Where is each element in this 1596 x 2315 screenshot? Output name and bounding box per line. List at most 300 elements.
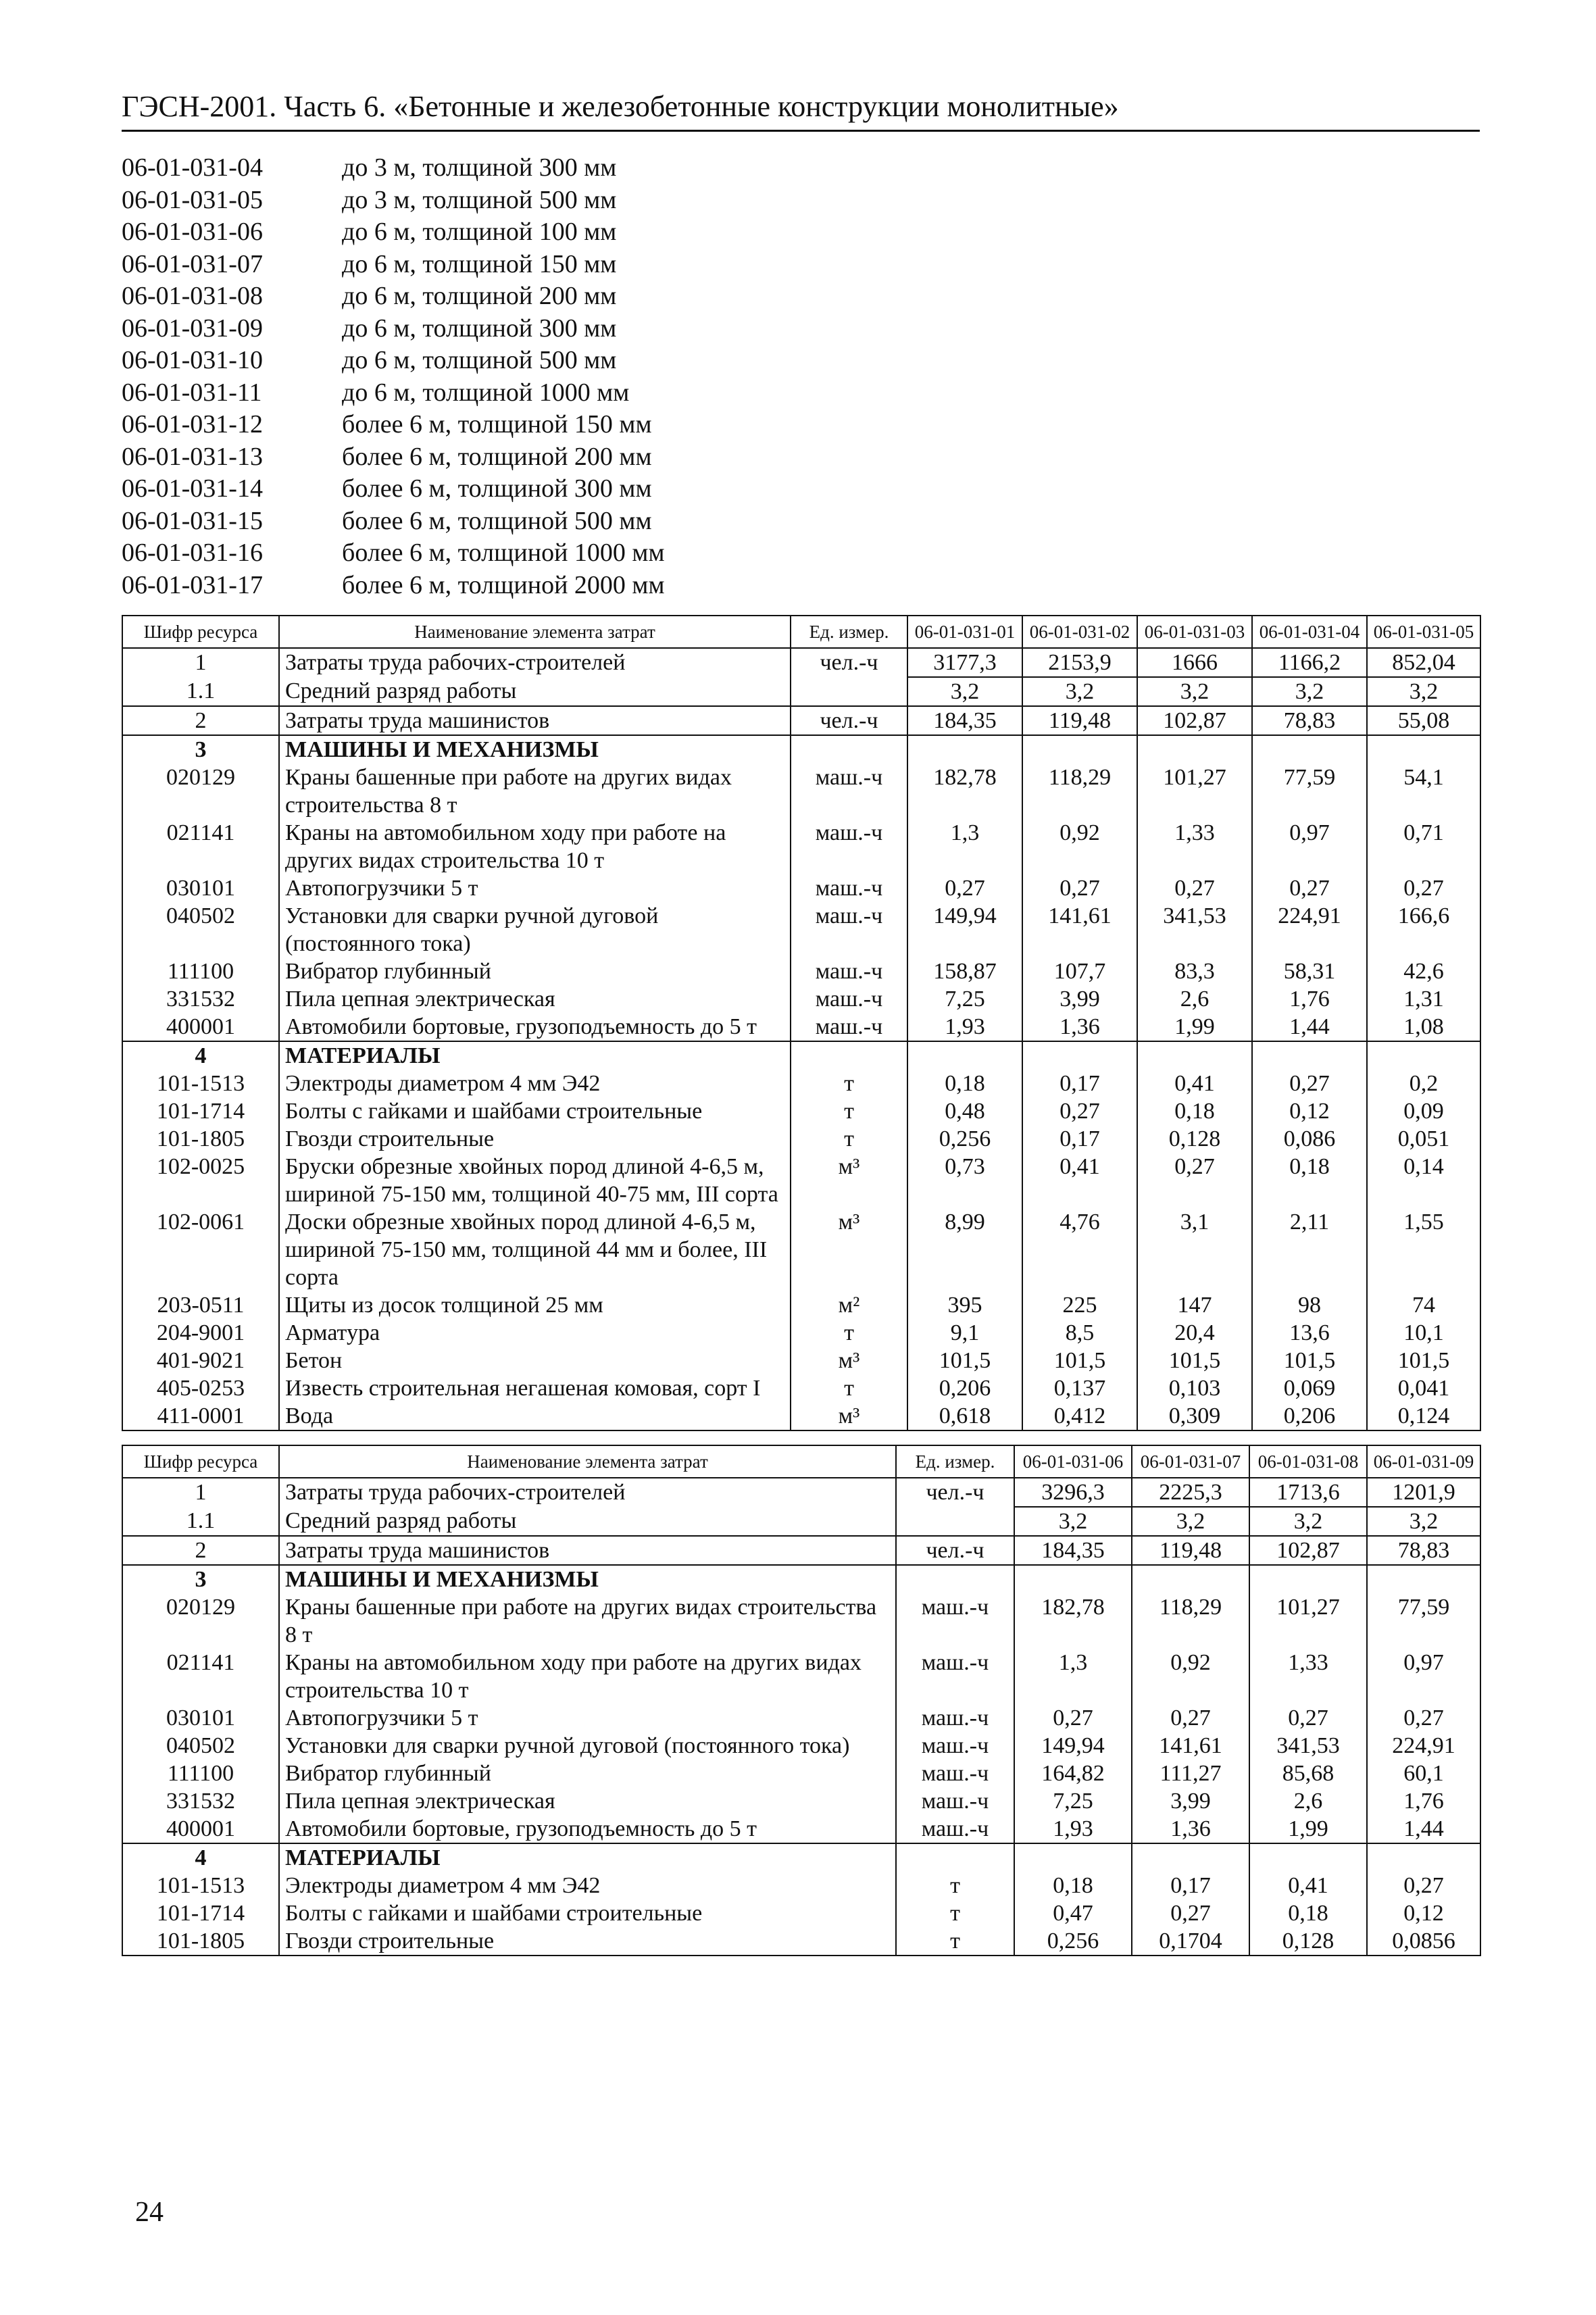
value-cell: 1,44	[1367, 1815, 1480, 1843]
unit: маш.-ч	[896, 1815, 1014, 1843]
code-list-code: 06-01-031-10	[122, 346, 263, 374]
value-cell	[1252, 1041, 1367, 1070]
unit	[791, 735, 907, 764]
code-list-item	[122, 505, 1480, 538]
code-list-code: 06-01-031-11	[122, 378, 262, 407]
column-header: Шифр ресурса	[122, 616, 279, 648]
value-cell: 0,12	[1252, 1097, 1367, 1125]
value-cell: 3,2	[1022, 677, 1137, 706]
resource-code: 3	[122, 735, 279, 764]
code-list-item	[122, 152, 1480, 184]
code-list-item	[122, 570, 1480, 602]
table-header-row	[122, 1445, 1480, 1478]
value-cell: 1,76	[1367, 1787, 1480, 1815]
value-cell: 1,3	[907, 819, 1022, 874]
table-row	[122, 1402, 1480, 1430]
cost-element-name: Затраты труда машинистов	[279, 1536, 896, 1565]
value-cell: 0,27	[1367, 1704, 1480, 1732]
unit: м³	[791, 1208, 907, 1291]
value-cell: 184,35	[907, 706, 1022, 735]
table-row	[122, 1787, 1480, 1815]
cost-element-name: Вибратор глубинный	[279, 957, 791, 985]
value-cell: 1,93	[907, 1013, 1022, 1041]
value-cell: 60,1	[1367, 1760, 1480, 1787]
code-list-description: более 6 м, толщиной 150 мм	[342, 410, 652, 439]
value-cell: 0,73	[907, 1153, 1022, 1208]
code-list-description: до 6 м, толщиной 100 мм	[342, 218, 617, 246]
code-list-item	[122, 313, 1480, 345]
value-cell: 3296,3	[1014, 1478, 1132, 1507]
value-cell: 3,2	[1367, 677, 1480, 706]
resource-code: 2	[122, 1536, 279, 1565]
code-list-item	[122, 409, 1480, 441]
value-cell: 102,87	[1249, 1536, 1367, 1565]
cost-element-name: Средний разряд работы	[279, 1507, 896, 1536]
value-cell: 0,18	[1252, 1153, 1367, 1208]
value-cell: 0,41	[1022, 1153, 1137, 1208]
value-cell: 0,051	[1367, 1125, 1480, 1153]
value-cell: 78,83	[1252, 706, 1367, 735]
value-cell: 77,59	[1252, 764, 1367, 819]
unit	[791, 1041, 907, 1070]
column-header: 06-01-031-07	[1132, 1445, 1249, 1478]
code-list-code: 06-01-031-15	[122, 506, 263, 535]
value-cell: 2,6	[1137, 985, 1252, 1013]
cost-element-name: Доски обрезные хвойных пород длиной 4-6,5 м, шириной 75-150 мм, толщиной 44 мм и более, III сорта	[279, 1208, 791, 1291]
value-cell: 0,086	[1252, 1125, 1367, 1153]
value-cell: 0,0856	[1367, 1927, 1480, 1956]
value-cell: 9,1	[907, 1319, 1022, 1347]
table-row	[122, 706, 1480, 735]
value-cell: 182,78	[907, 764, 1022, 819]
code-list-item	[122, 537, 1480, 570]
column-header: 06-01-031-04	[1252, 616, 1367, 648]
value-cell: 0,256	[907, 1125, 1022, 1153]
code-list-description: до 6 м, толщиной 200 мм	[342, 282, 617, 310]
table-row	[122, 1872, 1480, 1899]
resource-code: 2	[122, 706, 279, 735]
value-cell: 101,27	[1137, 764, 1252, 819]
value-cell: 4,76	[1022, 1208, 1137, 1291]
resource-code: 021141	[122, 819, 279, 874]
resource-code: 401-9021	[122, 1347, 279, 1374]
code-list-item	[122, 184, 1480, 217]
unit: маш.-ч	[896, 1649, 1014, 1704]
value-cell: 55,08	[1367, 706, 1480, 735]
value-cell	[1014, 1843, 1132, 1872]
value-cell: 0,17	[1022, 1125, 1137, 1153]
table-row	[122, 1927, 1480, 1956]
unit: маш.-ч	[791, 764, 907, 819]
code-list-code: 06-01-031-08	[122, 282, 263, 310]
code-list-code: 06-01-031-16	[122, 539, 263, 567]
cost-element-name: МАШИНЫ И МЕХАНИЗМЫ	[279, 735, 791, 764]
unit: маш.-ч	[896, 1732, 1014, 1760]
resource-table-2	[122, 1445, 1481, 1956]
value-cell: 102,87	[1137, 706, 1252, 735]
cost-element-name: МАШИНЫ И МЕХАНИЗМЫ	[279, 1565, 896, 1593]
unit: чел.-ч	[791, 648, 907, 677]
cost-element-name: Автомобили бортовые, грузоподъемность до 5 т	[279, 1013, 791, 1041]
value-cell: 78,83	[1367, 1536, 1480, 1565]
table-row	[122, 902, 1480, 957]
value-cell	[1132, 1565, 1249, 1593]
resource-code: 331532	[122, 1787, 279, 1815]
value-cell: 164,82	[1014, 1760, 1132, 1787]
resource-code: 1.1	[122, 1507, 279, 1536]
unit	[896, 1843, 1014, 1872]
value-cell: 3,1	[1137, 1208, 1252, 1291]
cost-element-name: Краны на автомобильном ходу при работе на других видах строительства 10 т	[279, 1649, 896, 1704]
value-cell: 1,93	[1014, 1815, 1132, 1843]
code-list-description: до 6 м, толщиной 1000 мм	[342, 378, 630, 407]
resource-code: 1.1	[122, 677, 279, 706]
value-cell: 1713,6	[1249, 1478, 1367, 1507]
value-cell: 7,25	[1014, 1787, 1132, 1815]
value-cell	[1252, 735, 1367, 764]
resource-code: 040502	[122, 1732, 279, 1760]
resource-code: 111100	[122, 957, 279, 985]
value-cell: 141,61	[1132, 1732, 1249, 1760]
value-cell: 0,18	[907, 1070, 1022, 1097]
unit: маш.-ч	[791, 985, 907, 1013]
value-cell: 3,2	[1249, 1507, 1367, 1536]
value-cell: 0,27	[1014, 1704, 1132, 1732]
value-cell: 0,103	[1137, 1374, 1252, 1402]
value-cell: 3,2	[907, 677, 1022, 706]
code-list-description: более 6 м, толщиной 500 мм	[342, 506, 652, 535]
value-cell: 101,5	[1367, 1347, 1480, 1374]
value-cell: 118,29	[1022, 764, 1137, 819]
page-header: ГЭСН-2001. Часть 6. «Бетонные и железобетонные конструкции монолитные»	[122, 88, 1480, 132]
resource-code: 331532	[122, 985, 279, 1013]
code-list-item	[122, 377, 1480, 409]
value-cell: 0,27	[907, 874, 1022, 902]
code-list-item	[122, 441, 1480, 474]
resource-code: 4	[122, 1843, 279, 1872]
resource-code: 111100	[122, 1760, 279, 1787]
cost-element-name: Пила цепная электрическая	[279, 1787, 896, 1815]
value-cell	[1367, 1843, 1480, 1872]
resource-code: 3	[122, 1565, 279, 1593]
resource-code: 102-0025	[122, 1153, 279, 1208]
table-row	[122, 1208, 1480, 1291]
value-cell: 0,92	[1022, 819, 1137, 874]
value-cell	[1367, 1041, 1480, 1070]
table-row	[122, 1649, 1480, 1704]
code-list-description: до 3 м, толщиной 300 мм	[342, 153, 617, 182]
table-row	[122, 874, 1480, 902]
value-cell: 0,137	[1022, 1374, 1137, 1402]
value-cell: 20,4	[1137, 1319, 1252, 1347]
value-cell: 141,61	[1022, 902, 1137, 957]
value-cell: 2153,9	[1022, 648, 1137, 677]
value-cell: 395	[907, 1291, 1022, 1319]
column-header: Ед. измер.	[791, 616, 907, 648]
code-list	[122, 152, 1480, 601]
value-cell: 0,128	[1249, 1927, 1367, 1956]
resource-code: 411-0001	[122, 1402, 279, 1430]
resource-code: 405-0253	[122, 1374, 279, 1402]
resource-code: 1	[122, 1478, 279, 1507]
value-cell: 101,27	[1249, 1593, 1367, 1649]
resource-code: 020129	[122, 1593, 279, 1649]
value-cell: 83,3	[1137, 957, 1252, 985]
code-list-item	[122, 345, 1480, 377]
code-list-code: 06-01-031-06	[122, 218, 263, 246]
value-cell: 1,31	[1367, 985, 1480, 1013]
value-cell: 184,35	[1014, 1536, 1132, 1565]
resource-code: 101-1714	[122, 1899, 279, 1927]
cost-element-name: Затраты труда машинистов	[279, 706, 791, 735]
column-header: Шифр ресурса	[122, 1445, 279, 1478]
value-cell	[1367, 735, 1480, 764]
value-cell: 3,2	[1132, 1507, 1249, 1536]
table-header-row	[122, 616, 1480, 648]
unit: чел.-ч	[896, 1536, 1014, 1565]
unit: т	[791, 1319, 907, 1347]
cost-element-name: Известь строительная негашеная комовая, сорт I	[279, 1374, 791, 1402]
value-cell: 0,27	[1132, 1899, 1249, 1927]
cost-element-name: Установки для сварки ручной дуговой (постоянного тока)	[279, 1732, 896, 1760]
value-cell: 1,36	[1132, 1815, 1249, 1843]
code-list-description: более 6 м, толщиной 300 мм	[342, 474, 652, 503]
value-cell: 147	[1137, 1291, 1252, 1319]
value-cell	[1249, 1565, 1367, 1593]
table-row	[122, 648, 1480, 677]
value-cell: 13,6	[1252, 1319, 1367, 1347]
resource-code: 400001	[122, 1815, 279, 1843]
unit: м³	[791, 1153, 907, 1208]
unit: т	[791, 1097, 907, 1125]
cost-element-name: Автопогрузчики 5 т	[279, 874, 791, 902]
cost-element-name: Болты с гайками и шайбами строительные	[279, 1899, 896, 1927]
code-list-description: до 6 м, толщиной 500 мм	[342, 346, 617, 374]
value-cell: 3,2	[1014, 1507, 1132, 1536]
resource-code: 204-9001	[122, 1319, 279, 1347]
resource-code: 101-1714	[122, 1097, 279, 1125]
value-cell: 1166,2	[1252, 648, 1367, 677]
cost-element-name: Краны башенные при работе на других видах строительства 8 т	[279, 764, 791, 819]
cost-element-name: Гвозди строительные	[279, 1927, 896, 1956]
document-page	[122, 88, 1480, 1956]
value-cell: 0,18	[1249, 1899, 1367, 1927]
value-cell: 8,99	[907, 1208, 1022, 1291]
value-cell: 0,92	[1132, 1649, 1249, 1704]
resource-code: 4	[122, 1041, 279, 1070]
unit: м²	[791, 1291, 907, 1319]
value-cell: 0,41	[1249, 1872, 1367, 1899]
cost-element-name: МАТЕРИАЛЫ	[279, 1843, 896, 1872]
value-cell: 101,5	[1022, 1347, 1137, 1374]
value-cell: 158,87	[907, 957, 1022, 985]
resource-code: 400001	[122, 1013, 279, 1041]
code-list-description: до 6 м, толщиной 150 мм	[342, 249, 617, 278]
cost-element-name: Средний разряд работы	[279, 677, 791, 706]
value-cell	[1249, 1843, 1367, 1872]
resource-code: 021141	[122, 1649, 279, 1704]
resource-code: 101-1805	[122, 1125, 279, 1153]
table-row	[122, 1041, 1480, 1070]
resource-code: 020129	[122, 764, 279, 819]
value-cell: 0,256	[1014, 1927, 1132, 1956]
column-header: 06-01-031-05	[1367, 616, 1480, 648]
value-cell: 7,25	[907, 985, 1022, 1013]
table-row	[122, 957, 1480, 985]
unit: маш.-ч	[896, 1704, 1014, 1732]
value-cell: 0,18	[1137, 1097, 1252, 1125]
code-list-item	[122, 473, 1480, 505]
value-cell: 1,55	[1367, 1208, 1480, 1291]
unit: маш.-ч	[791, 819, 907, 874]
value-cell: 1201,9	[1367, 1478, 1480, 1507]
cost-element-name: Болты с гайками и шайбами строительные	[279, 1097, 791, 1125]
value-cell: 119,48	[1022, 706, 1137, 735]
code-list-code: 06-01-031-07	[122, 249, 263, 278]
unit: маш.-ч	[896, 1787, 1014, 1815]
value-cell: 0,206	[1252, 1402, 1367, 1430]
table-row	[122, 1815, 1480, 1843]
table-row	[122, 1843, 1480, 1872]
value-cell: 0,206	[907, 1374, 1022, 1402]
value-cell: 0,48	[907, 1097, 1022, 1125]
table-row	[122, 1565, 1480, 1593]
value-cell: 2225,3	[1132, 1478, 1249, 1507]
table-row	[122, 1374, 1480, 1402]
code-list-description: до 6 м, толщиной 300 мм	[342, 314, 617, 343]
value-cell: 0,618	[907, 1402, 1022, 1430]
value-cell: 1,33	[1137, 819, 1252, 874]
value-cell: 224,91	[1252, 902, 1367, 957]
value-cell: 101,5	[1252, 1347, 1367, 1374]
table-row	[122, 1899, 1480, 1927]
code-list-item	[122, 280, 1480, 313]
table-row	[122, 1704, 1480, 1732]
value-cell: 0,41	[1137, 1070, 1252, 1097]
value-cell: 42,6	[1367, 957, 1480, 985]
value-cell: 3,2	[1137, 677, 1252, 706]
value-cell: 0,17	[1022, 1070, 1137, 1097]
value-cell: 1,99	[1137, 1013, 1252, 1041]
value-cell: 225	[1022, 1291, 1137, 1319]
value-cell: 0,1704	[1132, 1927, 1249, 1956]
cost-element-name: Бетон	[279, 1347, 791, 1374]
unit: маш.-ч	[791, 874, 907, 902]
value-cell	[1022, 1041, 1137, 1070]
value-cell	[907, 1041, 1022, 1070]
value-cell: 0,27	[1367, 1872, 1480, 1899]
cost-element-name: Бруски обрезные хвойных пород длиной 4-6,5 м, шириной 75-150 мм, толщиной 40-75 мм, III сорта	[279, 1153, 791, 1208]
cost-element-name: Автопогрузчики 5 т	[279, 1704, 896, 1732]
column-header: Наименование элемента затрат	[279, 1445, 896, 1478]
value-cell: 0,97	[1367, 1649, 1480, 1704]
value-cell: 0,27	[1252, 1070, 1367, 1097]
resource-code: 030101	[122, 1704, 279, 1732]
code-list-code: 06-01-031-09	[122, 314, 263, 343]
value-cell: 0,71	[1367, 819, 1480, 874]
value-cell: 0,2	[1367, 1070, 1480, 1097]
table-row	[122, 1097, 1480, 1125]
value-cell: 3,2	[1252, 677, 1367, 706]
cost-element-name: Затраты труда рабочих-строителей	[279, 648, 791, 677]
cost-element-name: Электроды диаметром 4 мм Э42	[279, 1070, 791, 1097]
value-cell: 0,041	[1367, 1374, 1480, 1402]
cost-element-name: МАТЕРИАЛЫ	[279, 1041, 791, 1070]
value-cell: 1,44	[1252, 1013, 1367, 1041]
value-cell: 3,99	[1132, 1787, 1249, 1815]
value-cell: 3,2	[1367, 1507, 1480, 1536]
value-cell: 77,59	[1367, 1593, 1480, 1649]
value-cell: 0,12	[1367, 1899, 1480, 1927]
value-cell: 8,5	[1022, 1319, 1137, 1347]
unit	[896, 1507, 1014, 1536]
table-row	[122, 1732, 1480, 1760]
page-number: 24	[135, 2197, 164, 2228]
cost-element-name: Краны башенные при работе на других видах строительства 8 т	[279, 1593, 896, 1649]
column-header: Наименование элемента затрат	[279, 616, 791, 648]
value-cell: 0,128	[1137, 1125, 1252, 1153]
table-row	[122, 1347, 1480, 1374]
value-cell: 111,27	[1132, 1760, 1249, 1787]
value-cell: 0,97	[1252, 819, 1367, 874]
value-cell: 0,27	[1022, 874, 1137, 902]
value-cell: 852,04	[1367, 648, 1480, 677]
unit: т	[896, 1927, 1014, 1956]
table-row	[122, 819, 1480, 874]
value-cell: 0,309	[1137, 1402, 1252, 1430]
table-row	[122, 1125, 1480, 1153]
value-cell: 118,29	[1132, 1593, 1249, 1649]
resource-code: 101-1513	[122, 1070, 279, 1097]
unit: т	[791, 1070, 907, 1097]
cost-element-name: Вибратор глубинный	[279, 1760, 896, 1787]
code-list-code: 06-01-031-17	[122, 570, 263, 599]
value-cell	[907, 735, 1022, 764]
value-cell: 101,5	[907, 1347, 1022, 1374]
code-list-code: 06-01-031-14	[122, 474, 263, 503]
code-list-code: 06-01-031-12	[122, 410, 263, 439]
code-list-code: 06-01-031-13	[122, 442, 263, 471]
cost-element-name: Гвозди строительные	[279, 1125, 791, 1153]
cost-element-name: Пила цепная электрическая	[279, 985, 791, 1013]
value-cell	[1137, 735, 1252, 764]
cost-element-name: Автомобили бортовые, грузоподъемность до 5 т	[279, 1815, 896, 1843]
table-row	[122, 1070, 1480, 1097]
table-row	[122, 1760, 1480, 1787]
resource-code: 101-1513	[122, 1872, 279, 1899]
value-cell: 182,78	[1014, 1593, 1132, 1649]
value-cell: 0,27	[1022, 1097, 1137, 1125]
value-cell: 0,09	[1367, 1097, 1480, 1125]
table-row	[122, 735, 1480, 764]
value-cell: 1,3	[1014, 1649, 1132, 1704]
unit	[896, 1565, 1014, 1593]
value-cell: 1,33	[1249, 1649, 1367, 1704]
value-cell	[1022, 735, 1137, 764]
table-row	[122, 1536, 1480, 1565]
table-row	[122, 1507, 1480, 1536]
code-list-description: более 6 м, толщиной 2000 мм	[342, 570, 665, 599]
unit: чел.-ч	[896, 1478, 1014, 1507]
code-list-item	[122, 216, 1480, 249]
resource-code: 030101	[122, 874, 279, 902]
code-list-code: 06-01-031-05	[122, 185, 263, 214]
cost-element-name: Электроды диаметром 4 мм Э42	[279, 1872, 896, 1899]
table-row	[122, 985, 1480, 1013]
resource-code: 203-0511	[122, 1291, 279, 1319]
column-header: Ед. измер.	[896, 1445, 1014, 1478]
unit: т	[791, 1125, 907, 1153]
